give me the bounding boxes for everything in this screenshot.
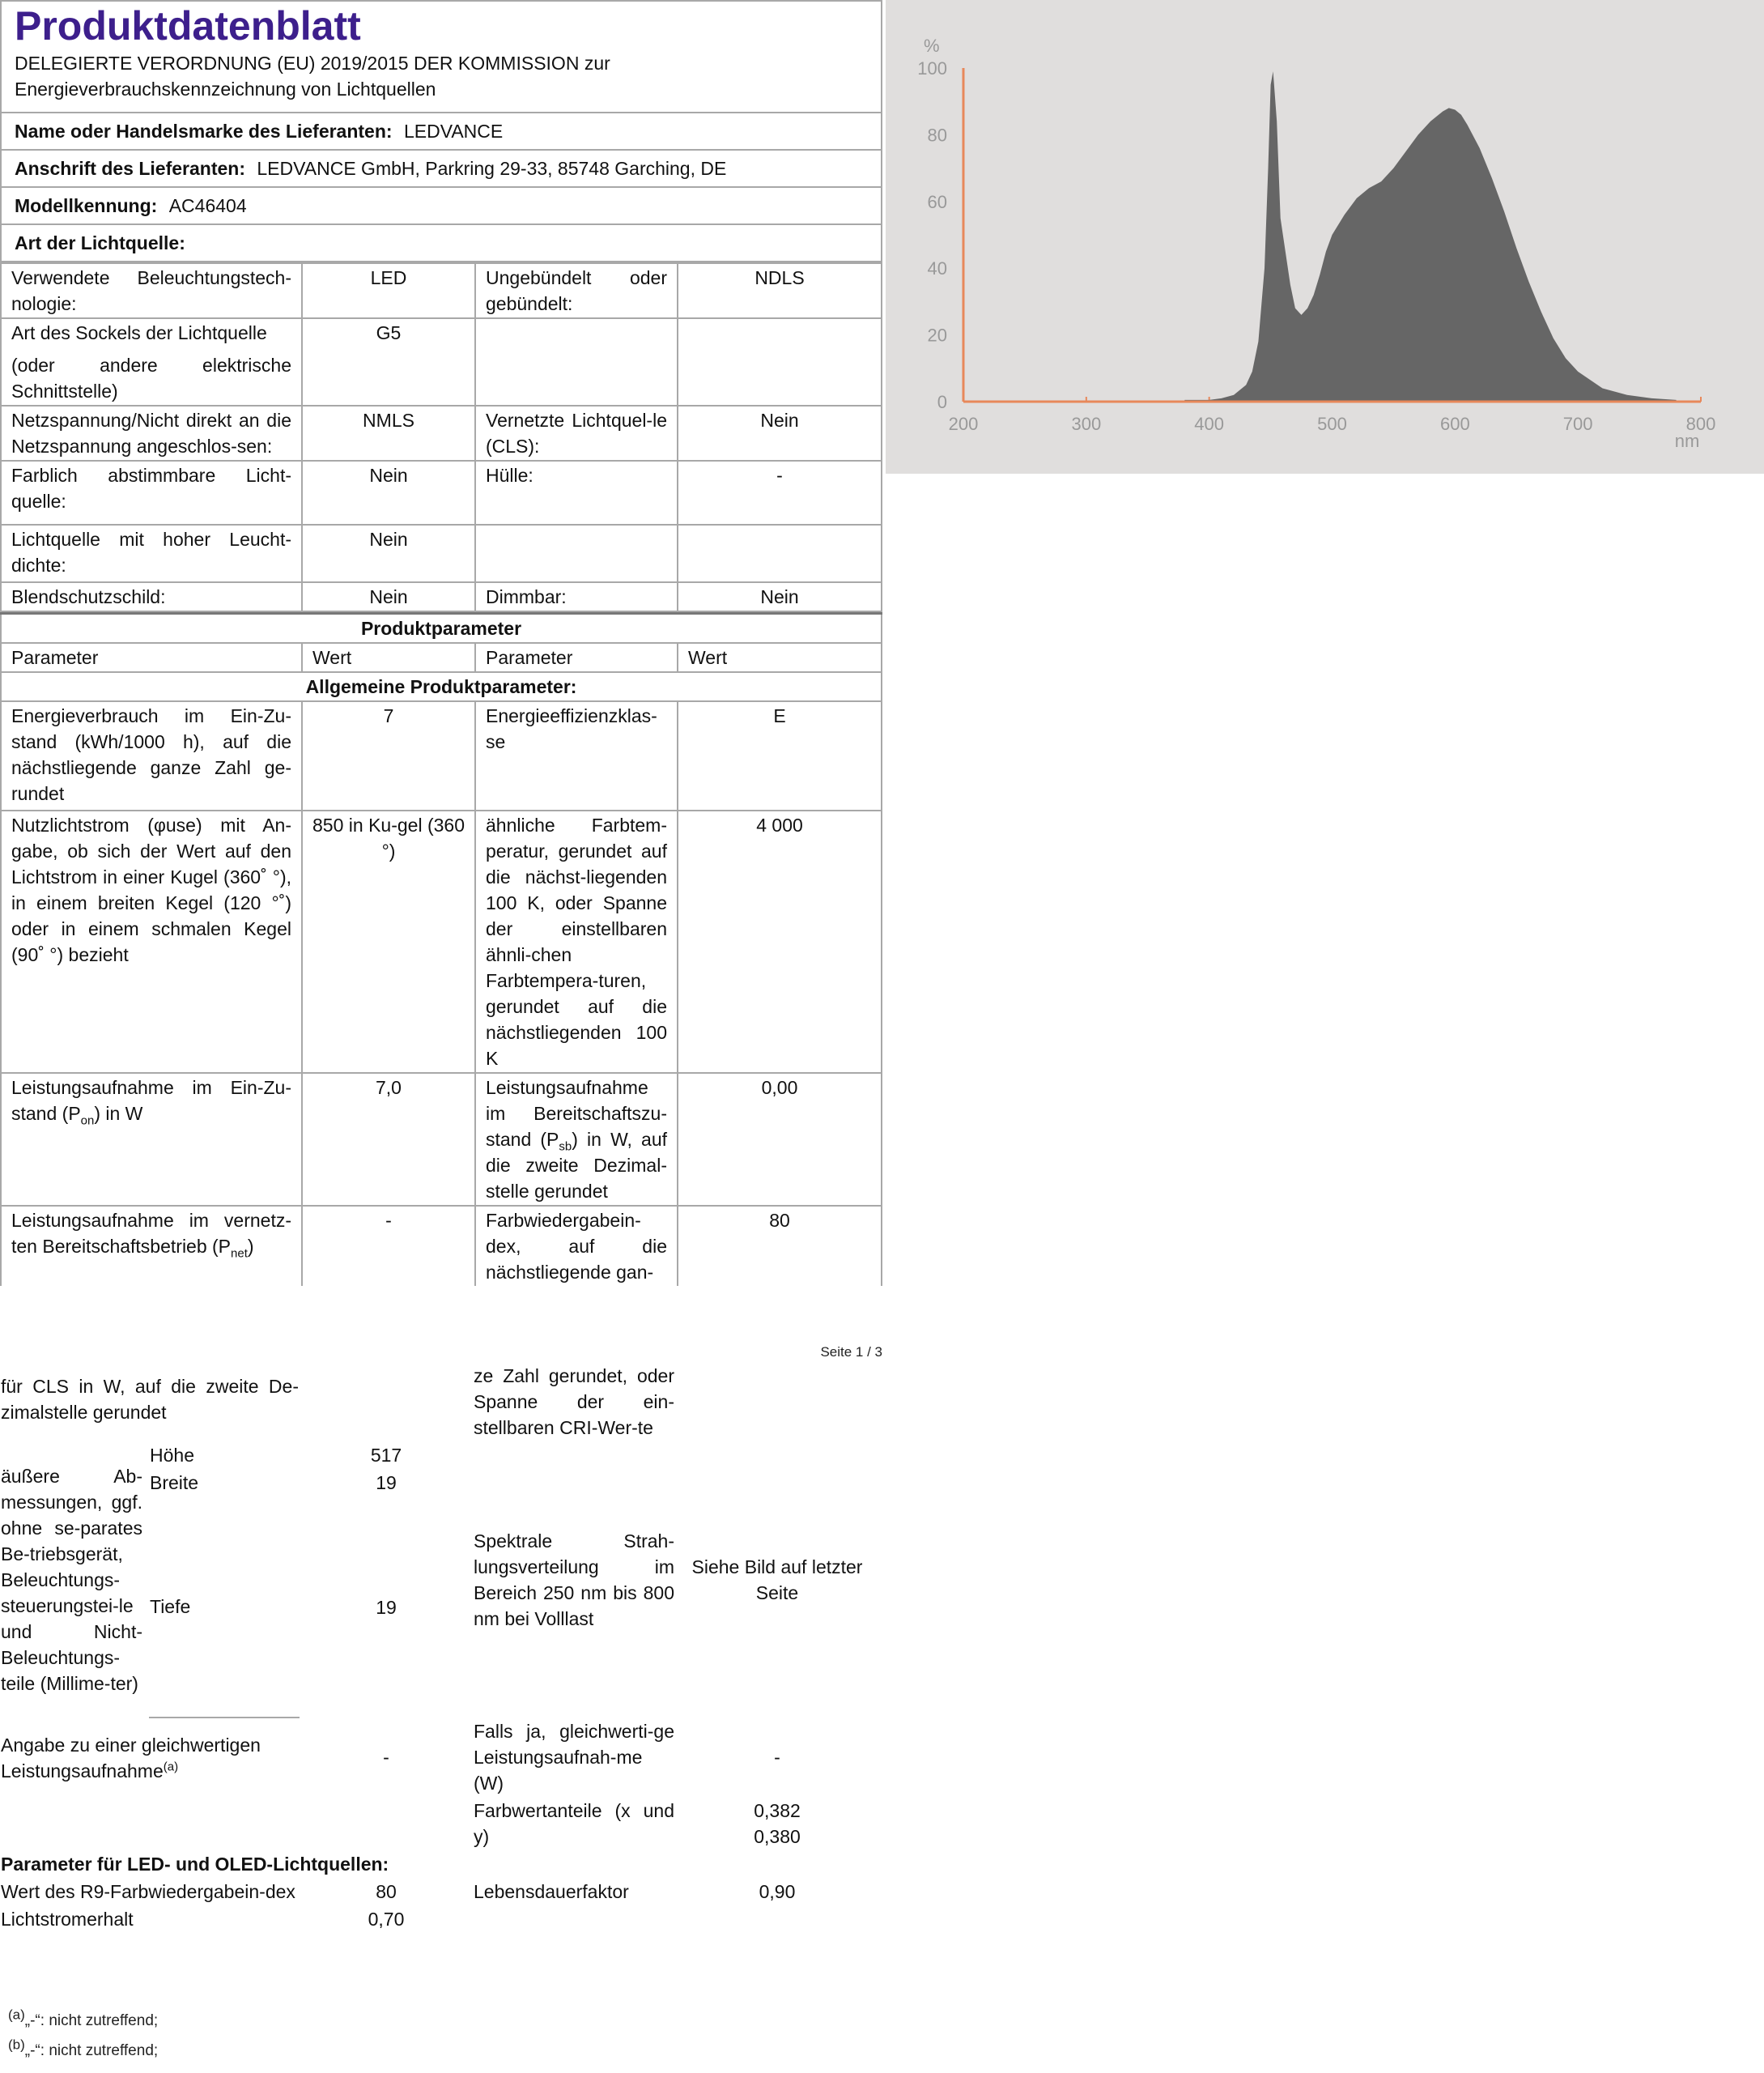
title-row: [1, 1, 882, 113]
table-row: [1, 1073, 882, 1206]
col-header-value-1: Wert: [302, 643, 475, 672]
table-row: [1, 701, 882, 811]
glare-value: Nein: [302, 582, 475, 611]
y-tick-labels: [917, 58, 947, 412]
x-tick-label: 600: [1439, 414, 1470, 434]
mains-label: Netzspannung/Nicht direkt an die Netzspannung angeschlos-sen:: [1, 406, 302, 461]
dimmable-label: Dimmbar:: [475, 582, 678, 611]
page-number: Seite 1 / 3: [820, 1344, 882, 1360]
table-row: [0, 1362, 879, 1441]
x-tick-label: 800: [1685, 414, 1716, 434]
dimmable-value: Nein: [678, 582, 882, 611]
cct-value: 4 000: [678, 811, 882, 1073]
footnote-a: [8, 2007, 159, 2030]
width-value: 19: [376, 1472, 397, 1493]
height-value: 517: [370, 1445, 402, 1466]
envelope-label: Hülle:: [475, 461, 678, 525]
pon-value: 7,0: [302, 1073, 475, 1206]
col-header-param-1: Parameter: [1, 643, 302, 672]
table-row: [0, 1850, 879, 1878]
model-label: Modellkennung:: [15, 195, 158, 216]
supplier-address-row: [1, 150, 882, 187]
data-sheet-page-2: [0, 1362, 881, 1933]
supplier-name-label: Name oder Handelsmarke des Lieferanten:: [15, 121, 393, 142]
light-source-table: [0, 262, 882, 612]
depth-value: 19: [376, 1596, 397, 1618]
pnet-sub: net: [231, 1246, 248, 1261]
pon-label-b: ) in W: [94, 1103, 143, 1124]
table-row: [1, 406, 882, 461]
table-row: [1, 811, 882, 1073]
x-axis-label: nm: [1674, 431, 1700, 451]
cls-value: Nein: [678, 406, 882, 461]
r9-value: 80: [376, 1881, 397, 1902]
light-source-type-label: Art der Lichtquelle:: [15, 232, 185, 253]
maint-label: Lichtstromerhalt: [1, 1909, 134, 1930]
supplier-name-row: [1, 113, 882, 150]
equiv-power-value: -: [774, 1747, 780, 1768]
table-row: [0, 1797, 879, 1850]
focus-label: Ungebündelt oder gebündelt:: [475, 263, 678, 318]
footnote-b: [8, 2037, 159, 2060]
envelope-value: -: [678, 461, 882, 525]
x-tick-label: 500: [1317, 414, 1347, 434]
width-label: Breite: [150, 1472, 199, 1493]
cri-label: Farbwiedergabein-dex, auf die nächstliegende gan-: [475, 1206, 678, 1286]
y-tick-label: 20: [927, 325, 947, 346]
cri-value: 80: [678, 1206, 882, 1286]
flux-value: 850 in Ku-gel (360 °): [302, 811, 475, 1073]
model-row: [1, 187, 882, 224]
table-row: [1, 1206, 882, 1286]
x-tick-label: 700: [1562, 414, 1593, 434]
table-row: [1, 582, 882, 611]
tech-value: LED: [302, 263, 475, 318]
table-row: [0, 1718, 879, 1797]
table-row: [0, 1905, 879, 1933]
table-row: [1, 263, 882, 318]
table-row: [1, 461, 882, 525]
footnote-a-text: „-“: nicht zutreffend;: [24, 2012, 159, 2029]
y-tick-label: 0: [937, 392, 947, 412]
col-header-param-2: Parameter: [475, 643, 678, 672]
chroma-x: 0,382: [754, 1800, 801, 1821]
pnet-label-a: Leistungsaufnahme im vernetz-ten Bereitschaftsbetrieb (P: [11, 1210, 291, 1257]
psb-label-b: ) in W, auf die zweite Dezimal-stelle gerundet: [486, 1129, 667, 1202]
maint-value: 0,70: [368, 1909, 405, 1930]
supplier-address-label: Anschrift des Lieferanten:: [15, 158, 245, 179]
mains-value: NMLS: [302, 406, 475, 461]
pnet-label-cont: für CLS in W, auf die zweite De-zimalstelle gerundet: [1, 1375, 299, 1423]
cap-label-2: (oder andere elektrische Schnittstelle): [11, 355, 291, 402]
page-title: Produktdatenblatt: [15, 3, 361, 49]
supplier-name-value: LEDVANCE: [403, 121, 504, 142]
product-params-table: [0, 612, 882, 1286]
high-lum-label: Lichtquelle mit hoher Leucht-dichte:: [1, 525, 302, 582]
pnet-label-b: ): [247, 1236, 254, 1257]
y-tick-label: 60: [927, 191, 947, 212]
cls-label: Vernetzte Lichtquel-le (CLS):: [475, 406, 678, 461]
table-header-row: [1, 643, 882, 672]
regulation-line-1: DELEGIERTE VERORDNUNG (EU) 2019/2015 DER KOMMISSION zur: [15, 53, 610, 74]
chroma-label: Farbwertanteile (x und y): [474, 1800, 674, 1847]
table-row: [0, 1441, 879, 1469]
equiv-label: Angabe zu einer gleichwertigen Leistungsaufnahme: [1, 1734, 261, 1781]
colour-tunable-label: Farblich abstimmbare Licht-quelle:: [1, 461, 302, 525]
eff-class-label: Energieeffizienzklas-se: [475, 701, 678, 811]
supplier-address-value: LEDVANCE GmbH, Parkring 29-33, 85748 Garching, DE: [257, 158, 727, 179]
height-label: Höhe: [150, 1445, 194, 1466]
energy-value: 7: [302, 701, 475, 811]
chroma-y: 0,380: [754, 1826, 801, 1847]
pnet-value: -: [302, 1206, 475, 1286]
footnote-b-text: „-“: nicht zutreffend;: [24, 2042, 159, 2059]
dims-label: äußere Ab-messungen, ggf. ohne se-parates Be-triebsgerät, Beleuchtungs-steuerungstei-le und Nicht-Beleuchtungs-teile (Millime-ter): [1, 1465, 142, 1694]
spectrum-area: [1184, 71, 1676, 402]
focus-value: NDLS: [678, 263, 882, 318]
cct-label: ähnliche Farbtem-peratur, gerundet auf die nächst-liegenden 100 K, oder Spanne der einstellbaren ähnli-chen Farbtempera-turen, gerundet auf die nächstliegenden 100 K: [475, 811, 678, 1073]
energy-label: Energieverbrauch im Ein-Zu-stand (kWh/1000 h), auf die nächstliegende ganze Zahl ge-rundet: [1, 701, 302, 811]
x-tick-label: 300: [1071, 414, 1102, 434]
eff-class-value: E: [678, 701, 882, 811]
x-tick-label: 200: [948, 414, 979, 434]
led-params-heading: Parameter für LED- und OLED-Lichtquellen:: [1, 1854, 389, 1875]
equiv-value: -: [383, 1747, 389, 1768]
y-tick-label: 100: [917, 58, 947, 79]
pon-label-a: Leistungsaufnahme im Ein-Zu-stand (P: [11, 1077, 291, 1124]
y-axis-label: %: [924, 36, 940, 56]
glare-label: Blendschutzschild:: [1, 582, 302, 611]
cap-label-1: Art des Sockels der Lichtquelle: [11, 322, 267, 343]
regulation-line-2: Energieverbrauchskennzeichnung von Lichtquellen: [15, 79, 436, 100]
spectral-chart: [886, 0, 1764, 474]
psb-value: 0,00: [678, 1073, 882, 1206]
pon-sub: on: [80, 1113, 95, 1128]
colour-tunable-value: Nein: [302, 461, 475, 525]
model-value: AC46404: [168, 195, 247, 216]
general-params-heading: Allgemeine Produktparameter:: [1, 672, 882, 701]
data-sheet-page-1: [0, 0, 881, 1286]
tech-label: Verwendete Beleuchtungstech-nologie:: [1, 263, 302, 318]
product-params-heading: Produktparameter: [1, 614, 882, 644]
table-row: [1, 614, 882, 644]
psb-sub: sb: [559, 1139, 572, 1154]
table-row: [0, 1878, 879, 1905]
y-tick-label: 80: [927, 125, 947, 146]
product-params-table-cont: [0, 1362, 879, 1933]
high-lum-value: Nein: [302, 525, 475, 582]
table-row: [1, 672, 882, 701]
flux-label: Nutzlichtstrom (φuse) mit An-gabe, ob sich der Wert auf den Lichtstrom in einer Kugel (360˚ °), in einem breiten Kegel (120 °˚) oder in einem schmalen Kegel (90˚ °) bezieht: [1, 811, 302, 1073]
equiv-power-label: Falls ja, gleichwerti-ge Leistungsaufnah-me (W): [474, 1721, 674, 1794]
psb-label-a: Leistungsaufnahme im Bereitschaftszu-stand (P: [486, 1077, 667, 1150]
spectral-chart-svg: [886, 0, 1764, 474]
spectral-value: Siehe Bild auf letzter Seite: [691, 1556, 863, 1603]
footnote-a-mark: (a): [8, 2007, 25, 2023]
cri-label-cont: ze Zahl gerundet, oder Spanne der ein-stellbaren CRI-Wer-te: [474, 1365, 674, 1438]
r9-label: Wert des R9-Farbwiedergabein-dex: [1, 1881, 295, 1902]
footnote-b-mark: (b): [8, 2037, 25, 2053]
col-header-value-2: Wert: [678, 643, 882, 672]
table-row: [1, 318, 882, 406]
cap-value: G5: [302, 318, 475, 406]
x-tick-label: 400: [1194, 414, 1225, 434]
equiv-sup: (a): [163, 1759, 179, 1773]
light-source-type-row: [1, 224, 882, 262]
lifetime-value: 0,90: [759, 1881, 796, 1902]
header-table: [0, 0, 882, 262]
spectral-label: Spektrale Strah-lungsverteilung im Bereich 250 nm bis 800 nm bei Volllast: [474, 1530, 674, 1629]
y-tick-label: 40: [927, 258, 947, 279]
lifetime-label: Lebensdauerfaktor: [474, 1881, 629, 1902]
depth-label: Tiefe: [149, 1496, 300, 1718]
table-row: [1, 525, 882, 582]
